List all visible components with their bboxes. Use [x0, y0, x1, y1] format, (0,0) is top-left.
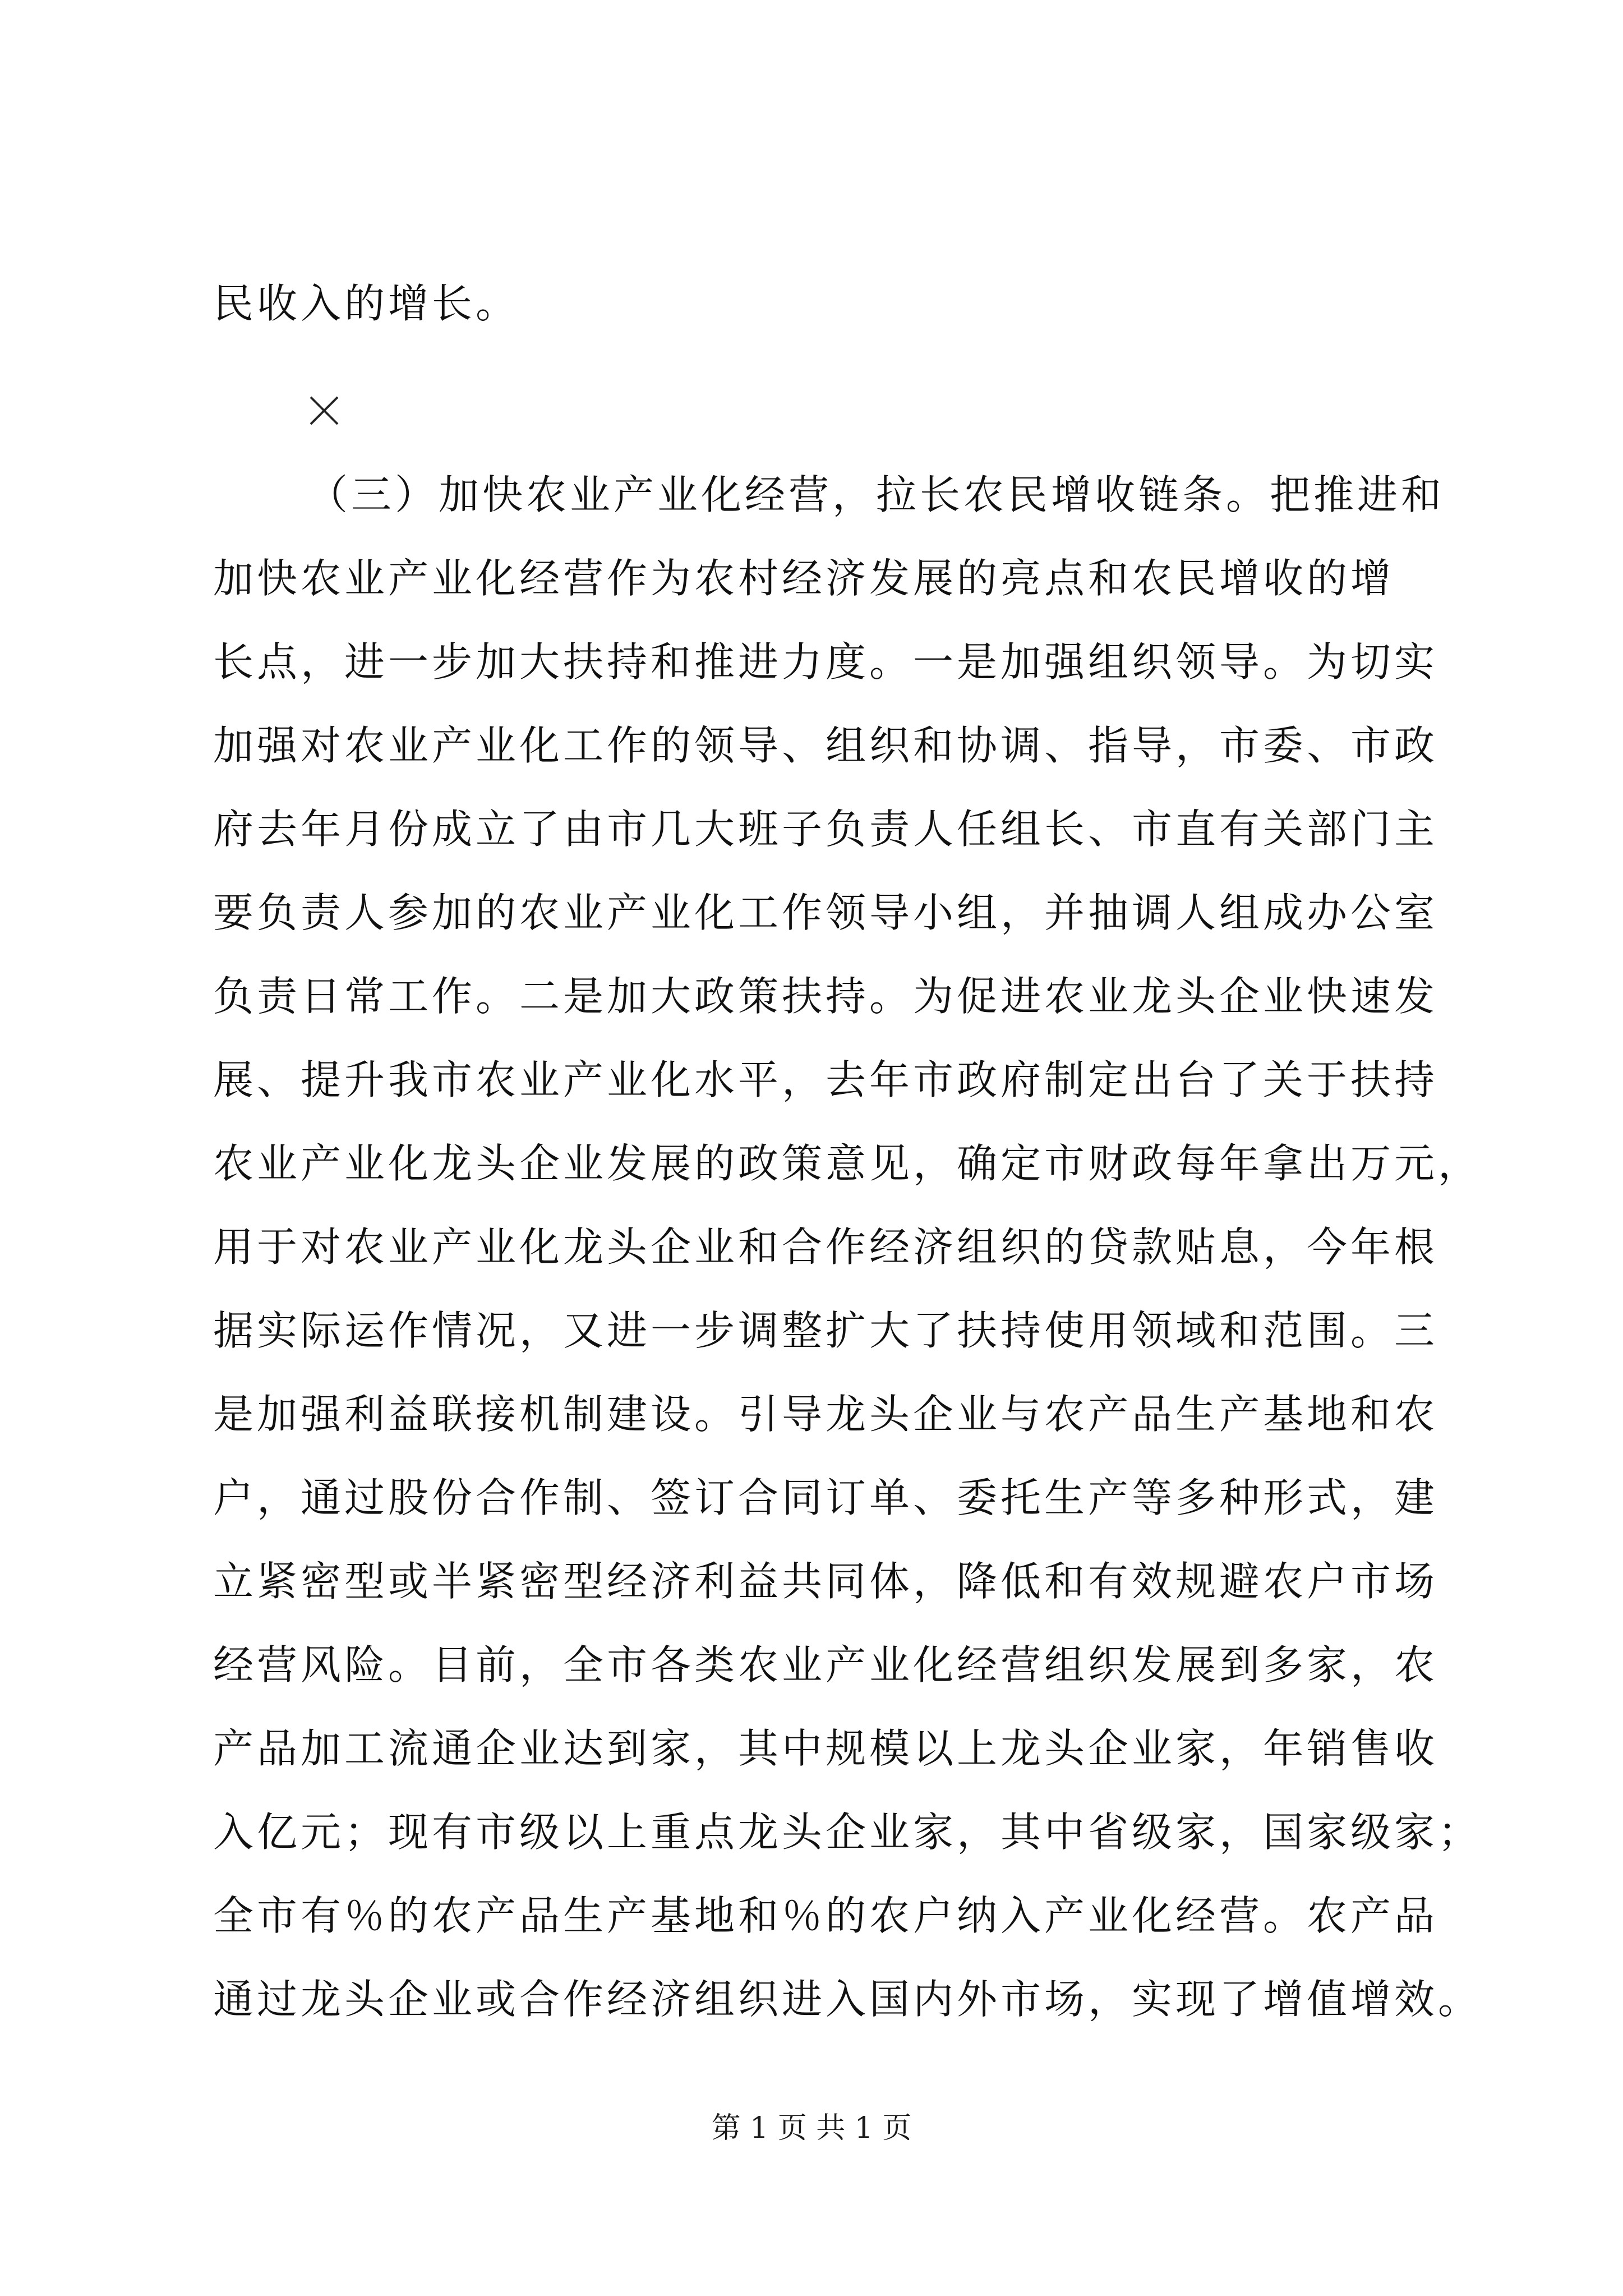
paragraph-line-7: 负责日常工作。二是加大政策扶持。为促进农业龙头企业快速发	[213, 973, 1438, 1020]
paragraph-line-11: 据实际运作情况，又进一步调整扩大了扶持使用领域和范围。三	[213, 1307, 1438, 1354]
paragraph-line-19: 通过龙头企业或合作经济组织进入国内外市场，实现了增值增效。	[213, 1976, 1482, 2023]
paragraph-line-9: 农业产业化龙头企业发展的政策意见，确定市财政每年拿出万元，	[213, 1140, 1482, 1187]
paragraph-line-10: 用于对农业产业化龙头企业和合作经济组织的贷款贴息，今年根	[213, 1223, 1438, 1271]
paragraph-line-18: 全市有％的农产品生产基地和％的农户纳入产业化经营。农产品	[213, 1892, 1438, 1939]
paragraph-line-4: 加强对农业产业化工作的领导、组织和协调、指导，市委、市政	[213, 722, 1438, 769]
paragraph-line-8: 展、提升我市农业产业化水平，去年市政府制定出台了关于扶持	[213, 1056, 1438, 1103]
paragraph-line-12: 是加强利益联接机制建设。引导龙头企业与农产品生产基地和农	[213, 1391, 1438, 1438]
paragraph-line-15: 经营风险。目前，全市各类农业产业化经营组织发展到多家，农	[213, 1641, 1438, 1688]
page-footer: 第 1 页 共 1 页	[711, 2111, 912, 2145]
paragraph-line-5: 府去年月份成立了由市几大班子负责人任组长、市直有关部门主	[213, 806, 1438, 853]
paragraph-line-2: 加快农业产业化经营作为农村经济发展的亮点和农民增收的增	[213, 555, 1395, 602]
x-mark-icon	[307, 394, 341, 427]
paragraph-line-3: 长点，进一步加大扶持和推进力度。一是加强组织领导。为切实	[213, 638, 1438, 685]
paragraph-line-6: 要负责人参加的农业产业化工作领导小组，并抽调人组成办公室	[213, 889, 1438, 936]
paragraph-line-14: 立紧密型或半紧密型经济利益共同体，降低和有效规避农户市场	[213, 1558, 1438, 1605]
paragraph-line-17: 入亿元；现有市级以上重点龙头企业家，其中省级家，国家级家；	[213, 1809, 1482, 1856]
paragraph-line-16: 产品加工流通企业达到家，其中规模以上龙头企业家，年销售收	[213, 1725, 1438, 1772]
paragraph-line-13: 户，通过股份合作制、签订合同订单、委托生产等多种形式，建	[213, 1474, 1438, 1521]
paragraph-line-1: （三）加快农业产业化经营，拉长农民增收链条。把推进和	[307, 471, 1445, 518]
opening-line: 民收入的增长。	[213, 280, 520, 327]
